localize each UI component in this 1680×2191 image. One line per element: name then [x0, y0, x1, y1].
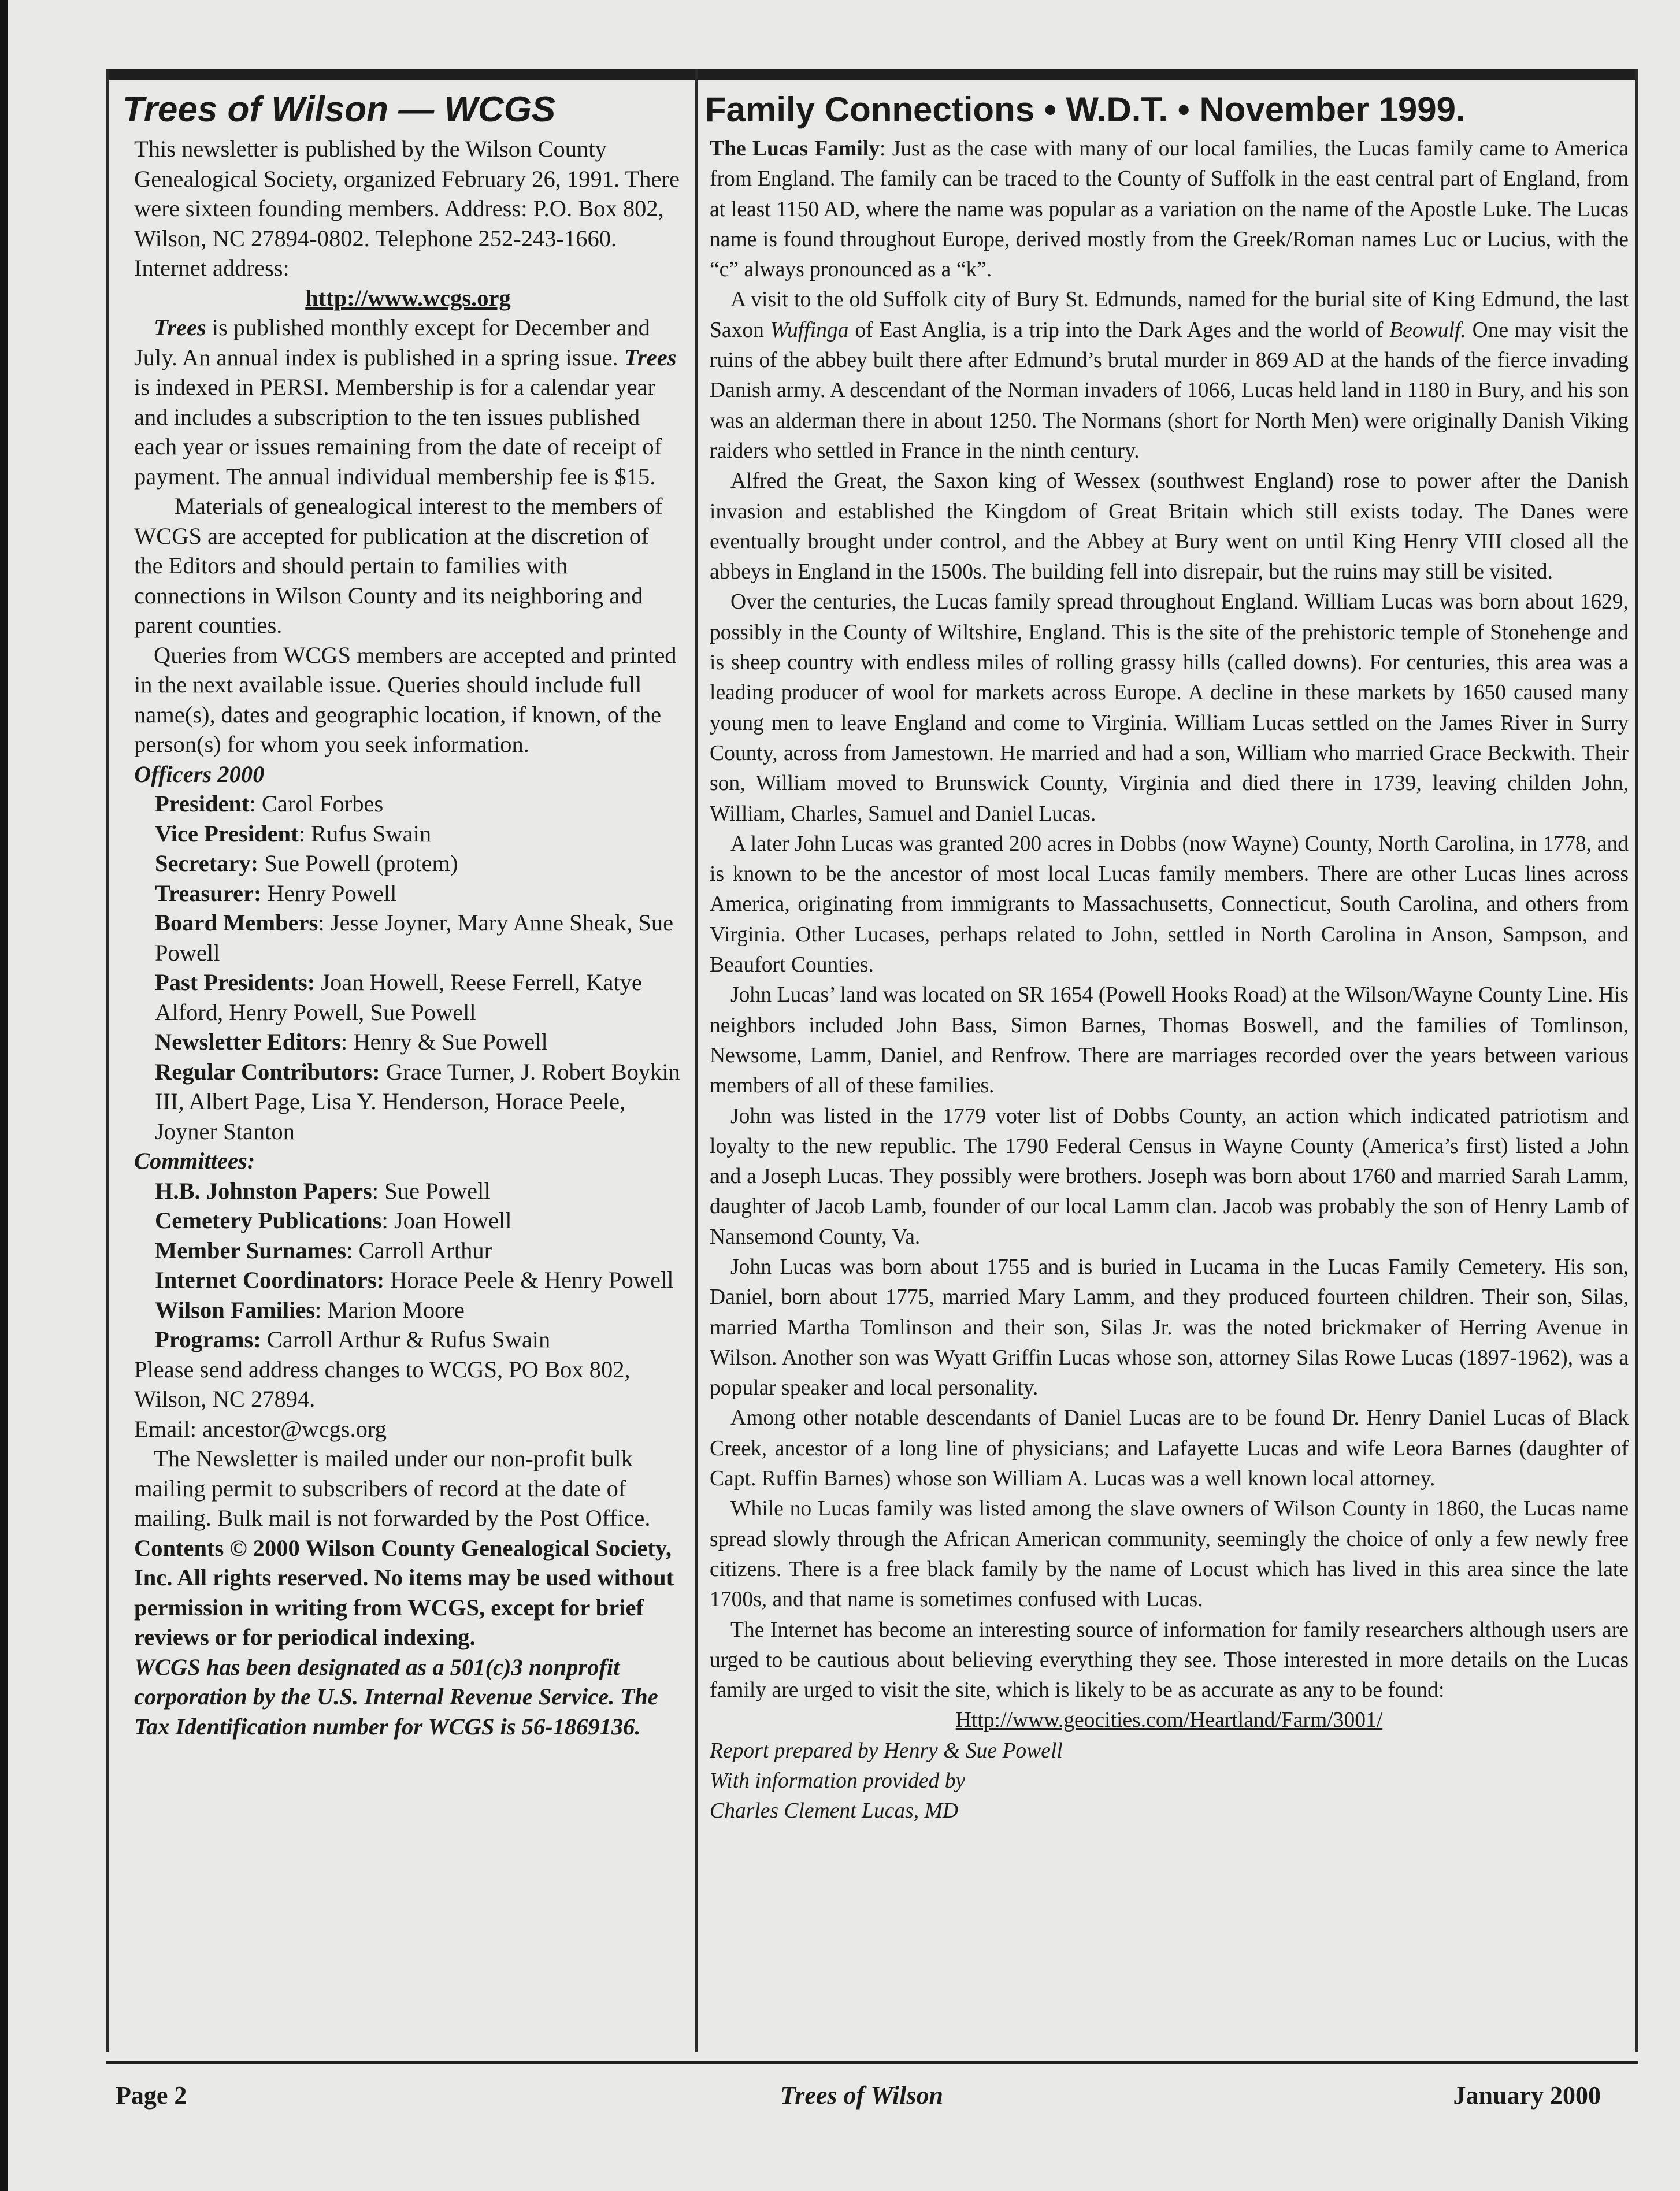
- italic-term: Wuffinga: [770, 318, 849, 342]
- article-paragraph: Among other notable descendants of Daniel Lucas are to be found Dr. Henry Daniel Lucas of Black Creek, ancestor of a long line of physicians; and Lafayette Lucas and wife Leora Barnes (daughter of Capt. Ruffin Barnes) whose son William A. Lucas was a well known local attorney.: [710, 1406, 1629, 1491]
- committee-name: Sue Powell: [384, 1177, 491, 1204]
- officer-entry: [134, 878, 682, 909]
- officer-name: Henry Powell: [267, 880, 397, 906]
- committee-sep: :: [381, 1207, 394, 1233]
- article-lead-text: : Just as the case with many of our local families, the Lucas family came to America from England. The family can be traced to the County of Suffolk in the east central part of England, from at least 1150 AD, where the name was popular as a variation on the name of the Apostle Luke. The Lucas name is found throughout Europe, derived mostly from the Greek/Roman names Luc or Lucius, with the “c” always pronounced as a “k”.: [710, 137, 1629, 282]
- info-credit-name: Charles Clement Lucas, MD: [710, 1799, 959, 1823]
- officer-entry: [134, 789, 682, 819]
- officer-name: Sue Powell (protem): [264, 850, 458, 876]
- committee-entry: [134, 1265, 682, 1295]
- officer-role: Secretary:: [155, 850, 259, 876]
- committee-entry: [134, 1176, 682, 1206]
- committee-role: Wilson Families: [155, 1296, 316, 1323]
- article-paragraph: The Internet has become an interesting source of information for family researchers although users are urged to be cautious about believing everything they see. Those interested in more details on the Lucas family are urged to visit the site, which is likely to be as accurate as any to be found:: [710, 1618, 1629, 1703]
- officer-name: Grace Turner, J. Robert Boykin III, Albert Page, Lisa Y. Henderson, Horace Peele, Joyner Stanton: [155, 1058, 680, 1144]
- article-paragraph: [710, 285, 1629, 466]
- page-binding-edge: [0, 0, 8, 2191]
- committee-role: Cemetery Publications: [155, 1207, 382, 1233]
- footer-publication-name: Trees of Wilson: [780, 2081, 943, 2110]
- committee-sep: :: [372, 1177, 385, 1204]
- top-rule: [106, 69, 1638, 80]
- report-credit: Report prepared by Henry & Sue Powell: [710, 1738, 1063, 1763]
- intro-paragraph: This newsletter is published by the Wilson County Genealogical Society, organized February 26, 1991. There were sixteen founding members. Address: P.O. Box 802, Wilson, NC 27894-0802. Telephone 252-243-1660. Internet address:: [134, 136, 680, 281]
- committee-sep: [261, 1326, 267, 1352]
- contact-email[interactable]: Email: ancestor@wcgs.org: [134, 1415, 387, 1442]
- officer-name: Jesse Joyner, Mary Anne Sheak, Sue Powell: [155, 910, 674, 966]
- officer-role: Newsletter Editors: [155, 1029, 342, 1055]
- article-paragraph: John Lucas’ land was located on SR 1654 (Powell Hooks Road) at the Wilson/Wayne County Line. His neighbors included John Bass, Simon Barnes, Thomas Boswell, and the families of Tomlinson, Newsome, Lamm, Daniel, and Renfrow. There are marriages recorded over the years between various members of all of these families.: [710, 983, 1629, 1098]
- officer-sep: [261, 880, 267, 906]
- committee-role: H.B. Johnston Papers: [155, 1177, 372, 1204]
- officer-entry: [134, 1057, 682, 1147]
- officer-name: Joan Howell, Reese Ferrell, Katye Alford, Henry Powell, Sue Powell: [155, 969, 642, 1025]
- officer-role: Treasurer:: [155, 880, 262, 906]
- address-change-note: Please send address changes to WCGS, PO Box 802, Wilson, NC 27894.: [134, 1356, 631, 1412]
- officer-sep: [258, 850, 264, 876]
- officer-sep: :: [341, 1029, 354, 1055]
- website-link[interactable]: http://www.wcgs.org: [305, 284, 511, 311]
- article-paragraph: While no Lucas family was listed among the slave owners of Wilson County in 1860, the Lucas name spread slowly through the African American community, seemingly the choice of only a few newly free citizens. There is a free black family by the name of Locust which has lived in this area since the late 1700s, and that name is sometimes confused with Lucas.: [710, 1497, 1629, 1612]
- officer-role: Vice President: [155, 820, 299, 847]
- committee-sep: [384, 1267, 390, 1293]
- committee-entry: [134, 1206, 682, 1236]
- committee-name: Joan Howell: [394, 1207, 512, 1233]
- mailing-note: The Newsletter is mailed under our non-profit bulk mailing permit to subscribers of record at the date of mailing. Bulk mail is not forwarded by the Post Office.: [134, 1445, 651, 1531]
- materials-paragraph: Materials of genealogical interest to the members of WCGS are accepted for publication at the discretion of the Editors and should pertain to families with connections in Wilson County and its neighboring and parent counties.: [134, 493, 663, 638]
- publication-paragraph: [134, 313, 682, 491]
- info-credit: With information provided by: [710, 1769, 966, 1793]
- queries-paragraph: Queries from WCGS members are accepted and printed in the next available issue. Queries should include full name(s), dates and geographic location, if known, of the person(s) for whom you seek information.: [134, 642, 677, 757]
- officer-name: Carol Forbes: [261, 791, 384, 817]
- website-link-line: [134, 283, 682, 313]
- officer-entry: [134, 848, 682, 878]
- article-paragraph: Over the centuries, the Lucas family spread throughout England. William Lucas was born about 1629, possibly in the County of Wiltshire, England. This is the site of the prehistoric temple of Stonehenge and is sheep country with endless miles of rolling grassy hills (called downs). For centuries, this area was a leading producer of wool for markets across Europe. A decline in these markets by 1650 caused many young men to leave England and come to Virginia. William Lucas settled on the James River in Surry County, across from Jamestown. He married and had a son, William who married Grace Beckwith. Their son, William moved to Brunswick County, Virginia and died there in 1739, leaving childen John, William, Charles, Samuel and Daniel Lucas.: [710, 590, 1629, 826]
- committee-entry: [134, 1236, 682, 1266]
- right-border-rule: [1635, 69, 1638, 2052]
- column-divider: [695, 69, 698, 2052]
- article-paragraph: John was listed in the 1779 voter list of Dobbs County, an action which indicated patriotism and loyalty to the new republic. The 1790 Federal Census in Wayne County (America’s first) listed a John and a Joseph Lucas. They possibly were brothers. Joseph was born about 1760 and married Sarah Lamm, daughter of Jacob Lamb, founder of our local Lamm clan. Jacob was probably the son of Henry Lamb of Nansemond County, Va.: [710, 1104, 1629, 1249]
- committee-name: Carroll Arthur & Rufus Swain: [266, 1326, 551, 1352]
- officer-entry: [134, 908, 682, 967]
- tax-status-notice: WCGS has been designated as a 501(c)3 nonprofit corporation by the U.S. Internal Revenue Service. The Tax Identification number for WCGS is 56-1869136.: [134, 1654, 658, 1740]
- officer-sep: :: [318, 910, 331, 936]
- committee-name: Marion Moore: [327, 1296, 465, 1323]
- officer-entry: [134, 1027, 682, 1057]
- right-masthead: Family Connections • W.D.T. • November 1999.: [705, 90, 1466, 129]
- society-info-column: [121, 86, 682, 1741]
- committee-sep: :: [315, 1296, 328, 1323]
- article-text: of East Anglia, is a trip into the Dark Ages and the world of: [848, 318, 1390, 342]
- officers-heading: Officers 2000: [134, 761, 265, 787]
- footer-date: January 2000: [1453, 2081, 1601, 2110]
- family-connections-column: [705, 86, 1629, 1827]
- page-number: Page 2: [116, 2081, 187, 2110]
- publication-text-2: is indexed in PERSI. Membership is for a calendar year and includes a subscription to the ten issues published each year or issues remaining from the date of receipt of payment. The annual individual membership fee is $15.: [134, 374, 662, 490]
- officer-role: Past Presidents:: [155, 969, 316, 995]
- committee-name: Carroll Arthur: [358, 1237, 492, 1263]
- article-text: A visit to the old Suffolk city of Bury St. Edmunds, named for the burial site of King Edmund, the last Saxon: [710, 288, 1629, 342]
- officer-sep: [315, 969, 321, 995]
- committee-entry: [134, 1325, 682, 1355]
- officer-name: Rufus Swain: [310, 820, 432, 847]
- committee-role: Internet Coordinators:: [155, 1267, 385, 1293]
- trees-title-1: Trees: [154, 314, 206, 340]
- officer-sep: :: [298, 820, 311, 847]
- officer-sep: [380, 1059, 386, 1085]
- committee-role: Member Surnames: [155, 1237, 347, 1263]
- committee-sep: :: [346, 1237, 359, 1263]
- officer-role: President: [155, 791, 250, 817]
- committees-heading: Committees:: [134, 1148, 255, 1174]
- officer-role: Board Members: [155, 910, 318, 936]
- copyright-notice: Contents © 2000 Wilson County Genealogical Society, Inc. All rights reserved. No items may be used without permission in writing from WCGS, except for brief reviews or for periodical indexing.: [134, 1534, 674, 1650]
- article-paragraph: [710, 134, 1629, 285]
- bottom-rule: [106, 2061, 1638, 2064]
- left-masthead: Trees of Wilson — WCGS: [123, 90, 556, 129]
- officer-role: Regular Contributors:: [155, 1058, 380, 1085]
- article-paragraph: John Lucas was born about 1755 and is buried in Lucama in the Lucas Family Cemetery. His son, Daniel, born about 1775, married Mary Lamm, and they produced fourteen children. Their son, Silas, married Martha Tomlinson and their son, Silas Jr. was the noted brickmaker of Herring Avenue in Wilson. Another son was Wyatt Griffin Lucas whose son, attorney Silas Rowe Lucas (1897-1962), was a popular speaker and local personality.: [710, 1255, 1629, 1400]
- officers-list: [134, 789, 682, 1146]
- trees-title-2: Trees: [624, 344, 677, 370]
- left-border-rule: [106, 69, 109, 2052]
- committees-list: [134, 1176, 682, 1355]
- italic-term: Beowulf.: [1389, 318, 1466, 342]
- page-footer: [116, 2081, 1601, 2121]
- geocities-link[interactable]: Http://www.geocities.com/Heartland/Farm/3001/: [955, 1708, 1383, 1733]
- article-paragraph: Alfred the Great, the Saxon king of Wessex (southwest England) rose to power after the Danish invasion and established the Kingdom of Great Britain which still exists today. The Danes were eventually brought under control, and the Abbey at Bury went on until King Henry VIII closed all the abbeys in England in the 1500s. The building fell into disrepair, but the ruins may still be visited.: [710, 469, 1629, 584]
- officer-sep: :: [249, 791, 262, 817]
- publication-text-1: is published monthly except for December and July. An annual index is published in a spring issue.: [134, 314, 650, 370]
- officer-name: Henry & Sue Powell: [353, 1029, 548, 1055]
- committee-entry: [134, 1295, 682, 1325]
- committee-name: Horace Peele & Henry Powell: [390, 1267, 674, 1293]
- committee-role: Programs:: [155, 1326, 261, 1352]
- article-paragraph: A later John Lucas was granted 200 acres in Dobbs (now Wayne) County, North Carolina, in 1778, and is known to be the ancestor of most local Lucas family members. There are other Lucas lines across America, originating from immigrants to Massachusetts, Connecticut, South Carolina, and others from Virginia. Other Lucases, perhaps related to John, settled in North Carolina in Anson, Sampson, and Beaufort Counties.: [710, 832, 1629, 977]
- article-lead-title: The Lucas Family: [710, 137, 880, 161]
- officer-entry: [134, 967, 682, 1027]
- officer-entry: [134, 819, 682, 849]
- article-text: One may visit the ruins of the abbey built there after Edmund’s brutal murder in 869 AD at the hands of the fierce invading Danish army. A descendant of the Norman invaders of 1066, Lucas held land in 1180 in Bury, and his son was an alderman there in about 1250. The Normans (short for North Men) were originally Danish Viking raiders who settled in France in the ninth century.: [710, 318, 1629, 463]
